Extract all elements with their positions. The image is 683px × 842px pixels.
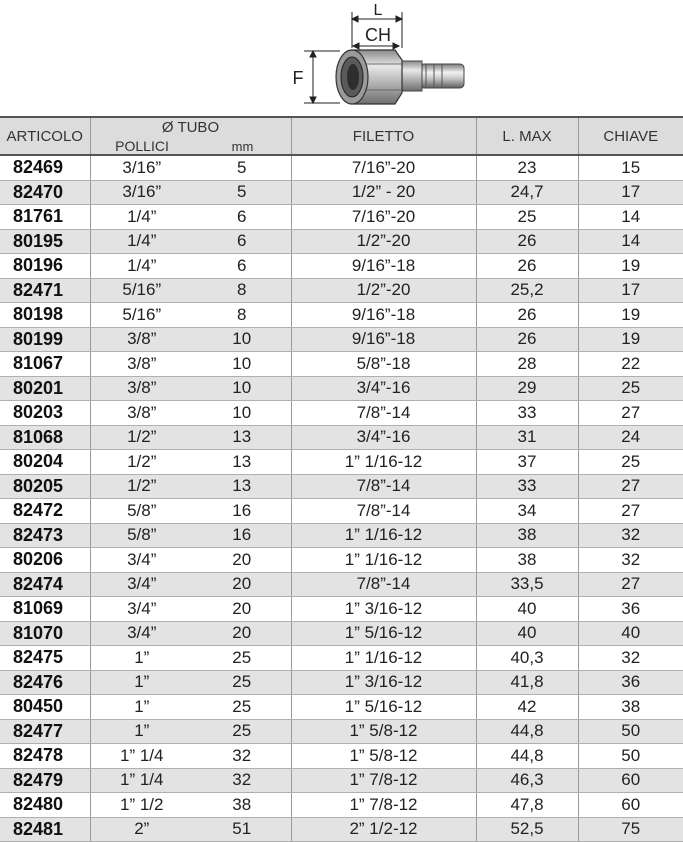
filetto-cell: 1” 1/16-12 <box>291 450 476 475</box>
mm-cell: 32 <box>193 744 291 769</box>
mm-cell: 51 <box>193 817 291 842</box>
mm-cell: 6 <box>193 205 291 230</box>
mm-cell: 8 <box>193 278 291 303</box>
articolo-cell: 80205 <box>0 474 90 499</box>
mm-cell: 20 <box>193 548 291 573</box>
filetto-cell: 2” 1/2-12 <box>291 817 476 842</box>
pollici-cell: 5/16” <box>90 303 193 328</box>
chiave-cell: 15 <box>578 155 683 180</box>
header-articolo: ARTICOLO <box>0 117 90 155</box>
filetto-cell: 7/8”-14 <box>291 499 476 524</box>
lmax-cell: 41,8 <box>476 670 578 695</box>
lmax-cell: 40 <box>476 621 578 646</box>
filetto-cell: 3/4”-16 <box>291 425 476 450</box>
table-row <box>0 278 683 303</box>
lmax-cell: 23 <box>476 155 578 180</box>
chiave-cell: 27 <box>578 474 683 499</box>
header-tubo <box>90 117 291 155</box>
table-row <box>0 205 683 230</box>
lmax-cell: 25,2 <box>476 278 578 303</box>
mm-cell: 10 <box>193 327 291 352</box>
filetto-cell: 1” 1/16-12 <box>291 548 476 573</box>
pollici-cell: 5/8” <box>90 523 193 548</box>
chiave-cell: 17 <box>578 278 683 303</box>
lmax-cell: 29 <box>476 376 578 401</box>
chiave-cell: 36 <box>578 597 683 622</box>
lmax-cell: 25 <box>476 205 578 230</box>
table-row <box>0 523 683 548</box>
articolo-cell: 82469 <box>0 155 90 180</box>
header-tubo-title: Ø TUBO <box>161 119 220 136</box>
chiave-cell: 75 <box>578 817 683 842</box>
lmax-cell: 24,7 <box>476 180 578 205</box>
filetto-cell: 1” 3/16-12 <box>291 597 476 622</box>
mm-cell: 5 <box>193 155 291 180</box>
articolo-cell: 82478 <box>0 744 90 769</box>
chiave-cell: 27 <box>578 572 683 597</box>
specification-table <box>0 116 683 842</box>
lmax-cell: 26 <box>476 229 578 254</box>
pollici-cell: 1/2” <box>90 425 193 450</box>
articolo-cell: 80203 <box>0 401 90 426</box>
table-row <box>0 352 683 377</box>
header-chiave: CHIAVE <box>578 117 683 155</box>
chiave-cell: 36 <box>578 670 683 695</box>
pollici-cell: 5/8” <box>90 499 193 524</box>
chiave-cell: 25 <box>578 376 683 401</box>
header-pollici: POLLICI <box>115 138 169 154</box>
lmax-cell: 33,5 <box>476 572 578 597</box>
chiave-cell: 40 <box>578 621 683 646</box>
pollici-cell: 3/8” <box>90 401 193 426</box>
mm-cell: 10 <box>193 376 291 401</box>
table-row <box>0 229 683 254</box>
header-filetto: FILETTO <box>291 117 476 155</box>
mm-cell: 32 <box>193 768 291 793</box>
table-row <box>0 499 683 524</box>
articolo-cell: 81069 <box>0 597 90 622</box>
filetto-cell: 1” 5/16-12 <box>291 695 476 720</box>
table-row <box>0 695 683 720</box>
pollici-cell: 1” 1/4 <box>90 744 193 769</box>
mm-cell: 13 <box>193 450 291 475</box>
lmax-cell: 34 <box>476 499 578 524</box>
filetto-cell: 1” 3/16-12 <box>291 670 476 695</box>
lmax-cell: 38 <box>476 548 578 573</box>
filetto-cell: 1/2”-20 <box>291 229 476 254</box>
articolo-cell: 82470 <box>0 180 90 205</box>
table-row <box>0 793 683 818</box>
articolo-cell: 81070 <box>0 621 90 646</box>
mm-cell: 38 <box>193 793 291 818</box>
lmax-cell: 33 <box>476 474 578 499</box>
lmax-cell: 44,8 <box>476 719 578 744</box>
filetto-cell: 9/16”-18 <box>291 303 476 328</box>
table-row <box>0 450 683 475</box>
mm-cell: 16 <box>193 499 291 524</box>
articolo-cell: 81067 <box>0 352 90 377</box>
lmax-cell: 38 <box>476 523 578 548</box>
chiave-cell: 19 <box>578 254 683 279</box>
lmax-cell: 42 <box>476 695 578 720</box>
pollici-cell: 1” <box>90 670 193 695</box>
filetto-cell: 1” 5/8-12 <box>291 744 476 769</box>
mm-cell: 20 <box>193 572 291 597</box>
chiave-cell: 32 <box>578 548 683 573</box>
lmax-cell: 40,3 <box>476 646 578 671</box>
lmax-cell: 31 <box>476 425 578 450</box>
articolo-cell: 82472 <box>0 499 90 524</box>
chiave-cell: 60 <box>578 793 683 818</box>
header-lmax: L. MAX <box>476 117 578 155</box>
mm-cell: 5 <box>193 180 291 205</box>
articolo-cell: 80204 <box>0 450 90 475</box>
pollici-cell: 1/4” <box>90 254 193 279</box>
table-row <box>0 548 683 573</box>
table-row <box>0 621 683 646</box>
table-row <box>0 303 683 328</box>
lmax-cell: 47,8 <box>476 793 578 818</box>
table-row <box>0 817 683 842</box>
wrench-label: CH <box>365 25 391 45</box>
filetto-cell: 3/4”-16 <box>291 376 476 401</box>
pollici-cell: 1/4” <box>90 229 193 254</box>
table-row <box>0 646 683 671</box>
filetto-cell: 1” 1/16-12 <box>291 523 476 548</box>
articolo-cell: 82477 <box>0 719 90 744</box>
pollici-cell: 5/16” <box>90 278 193 303</box>
lmax-cell: 46,3 <box>476 768 578 793</box>
chiave-cell: 25 <box>578 450 683 475</box>
chiave-cell: 50 <box>578 719 683 744</box>
header-mm: mm <box>231 139 254 154</box>
table-row <box>0 768 683 793</box>
pollici-cell: 3/16” <box>90 180 193 205</box>
table-row <box>0 401 683 426</box>
chiave-cell: 38 <box>578 695 683 720</box>
articolo-cell: 80450 <box>0 695 90 720</box>
chiave-cell: 19 <box>578 327 683 352</box>
articolo-cell: 80195 <box>0 229 90 254</box>
thread-dimension <box>304 51 340 103</box>
table-body <box>0 155 683 842</box>
mm-cell: 16 <box>193 523 291 548</box>
table-row <box>0 155 683 180</box>
mm-cell: 13 <box>193 474 291 499</box>
table-row <box>0 719 683 744</box>
mm-cell: 13 <box>193 425 291 450</box>
table-row <box>0 180 683 205</box>
mm-cell: 10 <box>193 352 291 377</box>
mm-cell: 20 <box>193 597 291 622</box>
pollici-cell: 3/4” <box>90 621 193 646</box>
pollici-cell: 2” <box>90 817 193 842</box>
pollici-cell: 3/8” <box>90 352 193 377</box>
mm-cell: 6 <box>193 229 291 254</box>
articolo-cell: 80198 <box>0 303 90 328</box>
table-row <box>0 572 683 597</box>
articolo-cell: 82474 <box>0 572 90 597</box>
lmax-cell: 28 <box>476 352 578 377</box>
lmax-cell: 37 <box>476 450 578 475</box>
filetto-cell: 1” 5/8-12 <box>291 719 476 744</box>
chiave-cell: 19 <box>578 303 683 328</box>
chiave-cell: 22 <box>578 352 683 377</box>
pollici-cell: 1” <box>90 646 193 671</box>
chiave-cell: 50 <box>578 744 683 769</box>
pollici-cell: 3/8” <box>90 376 193 401</box>
filetto-cell: 1” 7/8-12 <box>291 768 476 793</box>
mm-cell: 6 <box>193 254 291 279</box>
lmax-cell: 33 <box>476 401 578 426</box>
articolo-cell: 82476 <box>0 670 90 695</box>
articolo-cell: 82481 <box>0 817 90 842</box>
mm-cell: 25 <box>193 695 291 720</box>
mm-cell: 25 <box>193 646 291 671</box>
filetto-cell: 9/16”-18 <box>291 254 476 279</box>
filetto-cell: 7/8”-14 <box>291 401 476 426</box>
articolo-cell: 81761 <box>0 205 90 230</box>
articolo-cell: 82480 <box>0 793 90 818</box>
articolo-cell: 80196 <box>0 254 90 279</box>
chiave-cell: 14 <box>578 229 683 254</box>
filetto-cell: 9/16”-18 <box>291 327 476 352</box>
filetto-cell: 1/2” - 20 <box>291 180 476 205</box>
pollici-cell: 1” <box>90 719 193 744</box>
articolo-cell: 80199 <box>0 327 90 352</box>
articolo-cell: 81068 <box>0 425 90 450</box>
chiave-cell: 27 <box>578 499 683 524</box>
lmax-cell: 44,8 <box>476 744 578 769</box>
table-row <box>0 474 683 499</box>
articolo-cell: 80206 <box>0 548 90 573</box>
mm-cell: 8 <box>193 303 291 328</box>
table-row <box>0 597 683 622</box>
thread-label: F <box>292 68 304 88</box>
chiave-cell: 32 <box>578 523 683 548</box>
table-row <box>0 425 683 450</box>
chiave-cell: 14 <box>578 205 683 230</box>
articolo-cell: 82479 <box>0 768 90 793</box>
pollici-cell: 1/2” <box>90 474 193 499</box>
pollici-cell: 3/8” <box>90 327 193 352</box>
mm-cell: 10 <box>193 401 291 426</box>
filetto-cell: 7/8”-14 <box>291 474 476 499</box>
table-row <box>0 327 683 352</box>
filetto-cell: 7/16”-20 <box>291 205 476 230</box>
table-row <box>0 376 683 401</box>
pollici-cell: 1/2” <box>90 450 193 475</box>
pollici-cell: 3/4” <box>90 548 193 573</box>
filetto-cell: 1” 1/16-12 <box>291 646 476 671</box>
chiave-cell: 27 <box>578 401 683 426</box>
filetto-cell: 1” 5/16-12 <box>291 621 476 646</box>
filetto-cell: 5/8”-18 <box>291 352 476 377</box>
lmax-cell: 40 <box>476 597 578 622</box>
fitting-drawing <box>0 0 683 116</box>
table-row <box>0 254 683 279</box>
mm-cell: 25 <box>193 719 291 744</box>
articolo-cell: 82475 <box>0 646 90 671</box>
articolo-cell: 80201 <box>0 376 90 401</box>
lmax-cell: 52,5 <box>476 817 578 842</box>
mm-cell: 20 <box>193 621 291 646</box>
pollici-cell: 3/16” <box>90 155 193 180</box>
articolo-cell: 82473 <box>0 523 90 548</box>
chiave-cell: 24 <box>578 425 683 450</box>
length-label: L <box>373 2 383 19</box>
mm-cell: 25 <box>193 670 291 695</box>
pollici-cell: 1/4” <box>90 205 193 230</box>
filetto-cell: 1” 7/8-12 <box>291 793 476 818</box>
lmax-cell: 26 <box>476 327 578 352</box>
lmax-cell: 26 <box>476 254 578 279</box>
filetto-cell: 7/16”-20 <box>291 155 476 180</box>
table-row <box>0 670 683 695</box>
chiave-cell: 32 <box>578 646 683 671</box>
filetto-cell: 7/8”-14 <box>291 572 476 597</box>
table-header <box>0 117 683 155</box>
chiave-cell: 17 <box>578 180 683 205</box>
pollici-cell: 1” <box>90 695 193 720</box>
pollici-cell: 3/4” <box>90 572 193 597</box>
pollici-cell: 1” 1/4 <box>90 768 193 793</box>
table-row <box>0 744 683 769</box>
lmax-cell: 26 <box>476 303 578 328</box>
filetto-cell: 1/2”-20 <box>291 278 476 303</box>
pollici-cell: 3/4” <box>90 597 193 622</box>
pollici-cell: 1” 1/2 <box>90 793 193 818</box>
chiave-cell: 60 <box>578 768 683 793</box>
articolo-cell: 82471 <box>0 278 90 303</box>
fitting-icon <box>336 50 464 104</box>
